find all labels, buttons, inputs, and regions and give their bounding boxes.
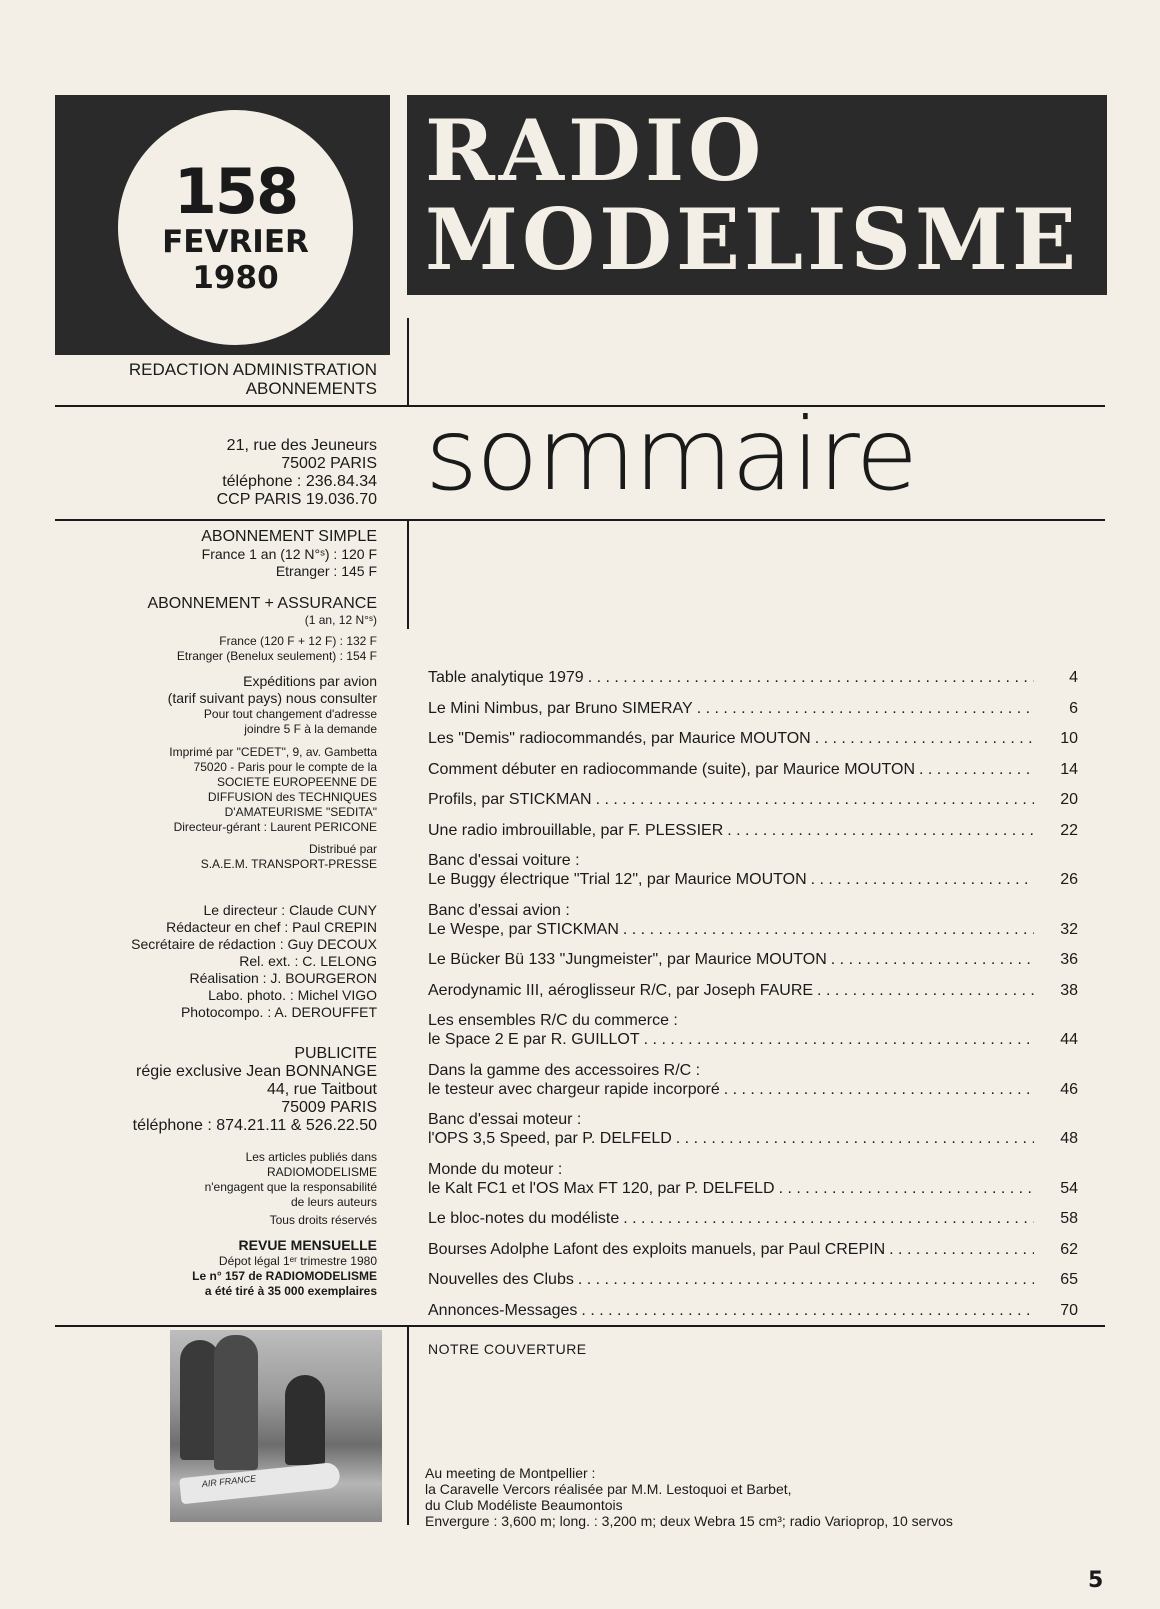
- publicite-block: [133, 1045, 377, 1135]
- text-line: Pour tout changement d'adresse: [203, 707, 377, 721]
- toc-leader-dots: [815, 729, 1034, 748]
- address-block: [217, 437, 377, 509]
- toc-title: Aerodynamic III, aéroglisseur R/C, par Joseph FAURE: [428, 981, 814, 999]
- text-line: régie exclusive Jean BONNANGE: [136, 1063, 377, 1080]
- issue-month: FEVRIER: [162, 223, 309, 260]
- abonnement-heading: ABONNEMENT + ASSURANCE: [147, 595, 377, 612]
- toc-leader-dots: [779, 1179, 1034, 1198]
- toc-entry: [428, 1270, 1078, 1289]
- disclaimer-block: [205, 1150, 377, 1228]
- toc-page-number: 26: [1060, 871, 1078, 888]
- masthead-line-1: RADIO: [425, 101, 766, 200]
- toc-leader-dots: [581, 1301, 1034, 1320]
- toc-title: Profils, par STICKMAN: [428, 791, 592, 808]
- toc-leader-dots: [578, 1270, 1034, 1289]
- text-line: n'engagent que la responsabilité: [204, 1180, 377, 1194]
- toc-page-number: 32: [1060, 920, 1078, 938]
- staff-line: Rédacteur en chef : Paul CREPIN: [166, 919, 377, 935]
- toc-title: le testeur avec chargeur rapide incorporé: [428, 1080, 720, 1098]
- toc-section-lead: Les ensembles R/C du commerce :: [428, 1012, 678, 1029]
- toc-page-number: 62: [1060, 1240, 1078, 1258]
- text-line: 44, rue Taitbout: [266, 1081, 377, 1098]
- photo-figure: [214, 1335, 258, 1470]
- toc-section-lead: Dans la gamme des accessoires R/C :: [428, 1061, 701, 1079]
- cover-caption: [425, 1465, 953, 1529]
- text-line: a été tiré à 35 000 exemplaires: [204, 1284, 377, 1298]
- masthead-line-2: MODELISME: [425, 190, 1081, 289]
- sommaire-title: sommaire: [425, 396, 917, 513]
- toc-entry: [428, 1240, 1078, 1259]
- distribue-block: [201, 842, 377, 872]
- price-line: Etranger (Benelux seulement) : 154 F: [176, 649, 377, 663]
- toc-leader-dots: [811, 870, 1034, 889]
- price-line: France 1 an (12 N°ˢ) : 120 F: [201, 546, 377, 562]
- toc-page-number: 44: [1060, 1031, 1078, 1048]
- toc-title: Le Mini Nimbus, par Bruno SIMERAY: [428, 699, 693, 717]
- toc-leader-dots: [596, 790, 1034, 809]
- text-line: de leurs auteurs: [290, 1195, 377, 1209]
- toc-page-number: 48: [1060, 1130, 1078, 1147]
- page-number: 5: [1088, 1568, 1104, 1593]
- toc-entry: [428, 821, 1078, 840]
- toc-leader-dots: [919, 760, 1034, 779]
- toc-entry: [428, 1301, 1078, 1320]
- toc-entry: [428, 981, 1078, 1000]
- price-line: Etranger : 145 F: [275, 563, 377, 579]
- staff-block: [131, 902, 377, 1021]
- table-of-contents: [428, 668, 1078, 1331]
- toc-title: Une radio imbrouillable, par F. PLESSIER: [428, 821, 724, 839]
- text-line: Tous droits réservés: [269, 1213, 377, 1227]
- redaction-heading: [129, 360, 377, 398]
- toc-section-lead: Banc d'essai moteur :: [428, 1111, 582, 1128]
- toc-title: Les "Demis" radiocommandés, par Maurice MOUTON: [428, 730, 811, 747]
- toc-title: Bourses Adolphe Lafont des exploits manuels, par Paul CREPIN: [428, 1240, 886, 1258]
- toc-entry: [428, 1061, 1078, 1099]
- toc-page-number: 36: [1060, 951, 1078, 968]
- toc-leader-dots: [817, 981, 1034, 1000]
- caption-line: Au meeting de Montpellier :: [425, 1465, 596, 1481]
- toc-page-number: 6: [1069, 699, 1078, 717]
- toc-page-number: 46: [1060, 1080, 1078, 1098]
- model-plane: [179, 1462, 341, 1505]
- cover-photo: [170, 1330, 382, 1522]
- toc-entry: [428, 1110, 1078, 1148]
- toc-title: Le Buggy électrique "Trial 12", par Maurice MOUTON: [428, 871, 807, 888]
- toc-leader-dots: [644, 1030, 1034, 1049]
- text-line: 75009 PARIS: [281, 1099, 377, 1116]
- toc-leader-dots: [623, 920, 1034, 939]
- text-line: Distribué par: [308, 842, 377, 856]
- toc-title: Le Bücker Bü 133 "Jungmeister", par Maurice MOUTON: [428, 951, 827, 968]
- text-line: téléphone : 874.21.11 & 526.22.50: [132, 1117, 377, 1134]
- toc-page-number: 58: [1060, 1210, 1078, 1227]
- toc-section-lead: Banc d'essai avion :: [428, 901, 570, 919]
- toc-title: Le Wespe, par STICKMAN: [428, 920, 619, 938]
- text-line: RADIOMODELISME: [266, 1165, 377, 1179]
- toc-page-number: 65: [1060, 1271, 1078, 1288]
- toc-section-lead: Monde du moteur :: [428, 1160, 563, 1178]
- abonnement-heading: ABONNEMENT SIMPLE: [201, 528, 377, 545]
- expeditions-block: [168, 673, 377, 737]
- redaction-line: ABONNEMENTS: [245, 379, 377, 398]
- text-line: Dépot légal 1ᵉʳ trimestre 1980: [218, 1254, 377, 1268]
- staff-line: Labo. photo. : Michel VIGO: [208, 987, 377, 1003]
- toc-section-lead: Banc d'essai voiture :: [428, 852, 580, 869]
- issue-year: 1980: [192, 259, 279, 296]
- text-line: joindre 5 F à la demande: [244, 722, 377, 736]
- text-line: Directeur-gérant : Laurent PERICONE: [173, 820, 377, 834]
- toc-page-number: 20: [1060, 791, 1078, 808]
- toc-title: Nouvelles des Clubs: [428, 1271, 574, 1288]
- staff-line: Rel. ext. : C. LELONG: [239, 953, 377, 969]
- price-line: France (120 F + 12 F) : 132 F: [219, 634, 377, 648]
- redaction-line: REDACTION ADMINISTRATION: [128, 360, 377, 379]
- toc-leader-dots: [623, 1209, 1034, 1228]
- toc-title: le Space 2 E par R. GUILLOT: [428, 1031, 640, 1048]
- issue-number: 158: [173, 154, 298, 228]
- plane-livery: AIR FRANCE: [201, 1473, 257, 1490]
- address-line: téléphone : 236.84.34: [222, 473, 377, 490]
- toc-entry: [428, 901, 1078, 939]
- text-line: 75020 - Paris pour le compte de la: [193, 760, 377, 774]
- toc-entry: [428, 729, 1078, 748]
- text-line: SOCIETE EUROPEENNE DE: [216, 775, 377, 789]
- toc-entry: [428, 950, 1078, 969]
- toc-title: Table analytique 1979: [428, 669, 584, 686]
- toc-page-number: 4: [1069, 669, 1078, 686]
- photo-figure: [285, 1375, 325, 1465]
- cover-heading: NOTRE COUVERTURE: [428, 1341, 587, 1357]
- toc-page-number: 22: [1060, 821, 1078, 839]
- toc-title: le Kalt FC1 et l'OS Max FT 120, par P. DELFELD: [428, 1179, 775, 1197]
- toc-entry: [428, 699, 1078, 718]
- toc-title: Le bloc-notes du modéliste: [428, 1210, 620, 1227]
- rule: [55, 519, 1105, 521]
- toc-page-number: 14: [1060, 760, 1078, 778]
- text-line: DIFFUSION des TECHNIQUES: [207, 790, 377, 804]
- staff-line: Le directeur : Claude CUNY: [203, 902, 377, 918]
- toc-page-number: 54: [1060, 1179, 1078, 1197]
- toc-entry: [428, 760, 1078, 779]
- toc-page-number: 38: [1060, 981, 1078, 999]
- toc-leader-dots: [588, 668, 1034, 687]
- text-line: Imprimé par "CEDET", 9, av. Gambetta: [169, 745, 377, 759]
- text-line: Le n° 157 de RADIOMODELISME: [192, 1269, 377, 1283]
- toc-leader-dots: [889, 1240, 1034, 1259]
- staff-line: Photocompo. : A. DEROUFFET: [180, 1004, 377, 1020]
- caption-line: la Caravelle Vercors réalisée par M.M. Lestoquoi et Barbet,: [425, 1481, 792, 1497]
- toc-entry: [428, 1209, 1078, 1228]
- toc-entry: [428, 1011, 1078, 1049]
- toc-entry: [428, 790, 1078, 809]
- rule: [407, 318, 409, 406]
- text-line: (tarif suivant pays) nous consulter: [167, 690, 377, 706]
- address-line: 21, rue des Jeuneurs: [226, 437, 377, 454]
- caption-line: Envergure : 3,600 m; long. : 3,200 m; deux Webra 15 cm³; radio Varioprop, 10 servos: [425, 1513, 953, 1529]
- publicite-heading: PUBLICITE: [294, 1045, 377, 1062]
- abonnement-assurance: [147, 595, 377, 664]
- toc-leader-dots: [727, 821, 1034, 840]
- abonnement-sub: (1 an, 12 N°ˢ): [304, 613, 377, 627]
- revue-heading: REVUE MENSUELLE: [238, 1237, 377, 1253]
- toc-entry: [428, 668, 1078, 687]
- toc-title: l'OPS 3,5 Speed, par P. DELFELD: [428, 1130, 672, 1147]
- rule: [407, 1325, 409, 1525]
- text-line: Expéditions par avion: [243, 673, 377, 689]
- text-line: S.A.E.M. TRANSPORT-PRESSE: [200, 857, 377, 871]
- toc-leader-dots: [831, 950, 1034, 969]
- toc-entry: [428, 851, 1078, 889]
- toc-entry: [428, 1160, 1078, 1198]
- address-line: 75002 PARIS: [281, 455, 377, 472]
- staff-line: Secrétaire de rédaction : Guy DECOUX: [131, 936, 377, 952]
- caption-line: du Club Modéliste Beaumontois: [425, 1497, 623, 1513]
- revue-block: [192, 1237, 377, 1299]
- rule: [407, 519, 409, 629]
- toc-leader-dots: [676, 1129, 1034, 1148]
- text-line: D'AMATEURISME "SEDITA": [224, 805, 377, 819]
- toc-page-number: 10: [1060, 730, 1078, 747]
- address-line: CCP PARIS 19.036.70: [216, 491, 377, 508]
- issue-circle: [118, 110, 353, 345]
- toc-leader-dots: [724, 1080, 1034, 1099]
- abonnement-simple: [201, 528, 377, 580]
- text-line: Les articles publiés dans: [245, 1150, 377, 1164]
- imprime-block: [169, 745, 377, 835]
- toc-title: Comment débuter en radiocommande (suite), par Maurice MOUTON: [428, 760, 915, 778]
- staff-line: Réalisation : J. BOURGERON: [189, 970, 377, 986]
- toc-page-number: 70: [1060, 1301, 1078, 1319]
- toc-title: Annonces-Messages: [428, 1301, 578, 1319]
- toc-leader-dots: [697, 699, 1034, 718]
